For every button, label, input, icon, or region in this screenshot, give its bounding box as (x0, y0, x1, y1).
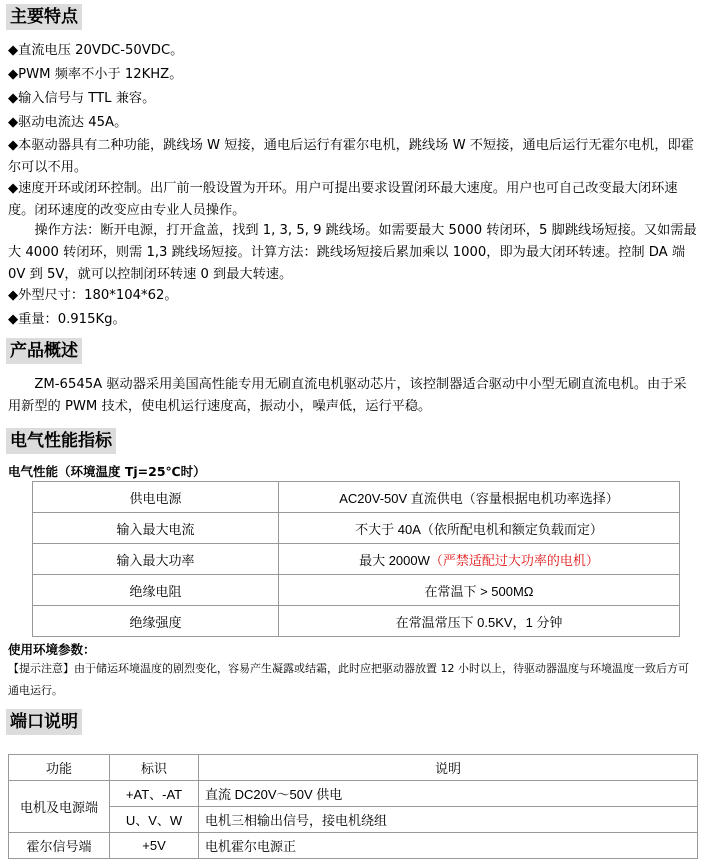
port-id: +AT、-AT (110, 781, 199, 807)
spec-value: 在常温下 > 500MΩ (279, 575, 680, 606)
spec-param: 输入最大电流 (33, 513, 279, 544)
feature-speed-control: ◆速度开环或闭环控制。出厂前一般设置为开环。用户可提出要求设置闭环最大速度。用户也可自己改变最大闭环速度。闭环速度的改变应由专业人员操作。 (8, 181, 678, 218)
table-row (33, 482, 680, 513)
ports-title: 端口说明 (6, 709, 82, 735)
overview-text: ZM-6545A 驱动器采用美国高性能专用无刷直流电机驱动芯片，该控制器适合驱动中小型无刷直流电机。由于采用新型的 PWM 技术，使电机运行速度高，振动小，噪声低，运行平稳。 (8, 377, 687, 414)
table-row (9, 781, 698, 807)
port-header: 功能 (9, 755, 110, 781)
spec-value: AC20V-50V 直流供电（容量根据电机功率选择） (279, 482, 680, 513)
port-function: 霍尔信号端 (9, 833, 110, 859)
feature-dimensions: ◆外型尺寸：180*104*62。 (8, 288, 178, 303)
port-function: 电机及电源端 (9, 781, 110, 833)
spec-param: 供电电源 (33, 482, 279, 513)
electrical-spec-table (32, 481, 680, 637)
port-desc: 电机三相输出信号，接电机绕组 (199, 807, 698, 833)
overview-title: 产品概述 (6, 338, 82, 364)
spec-param: 绝缘电阻 (33, 575, 279, 606)
table-row (9, 807, 698, 833)
electrical-subtitle: 电气性能（环境温度 Tj=25℃时） (8, 464, 206, 479)
feature-hall-mode: ◆本驱动器具有二种功能，跳线场 W 短接，通电后运行有霍尔电机，跳线场 W 不短接，通电后运行无霍尔电机，即霍尔可以不用。 (8, 138, 694, 175)
port-header: 说明 (199, 755, 698, 781)
feature-voltage: ◆直流电压 20VDC-50VDC。 (8, 43, 184, 58)
feature-pwm: ◆PWM 频率不小于 12KHZ。 (8, 67, 183, 82)
feature-weight: ◆重量：0.915Kg。 (8, 312, 126, 327)
electrical-title: 电气性能指标 (6, 428, 116, 454)
port-desc: 直流 DC20V～50V 供电 (199, 781, 698, 807)
feature-ttl: ◆输入信号与 TTL 兼容。 (8, 91, 156, 106)
table-row (9, 833, 698, 859)
table-row (33, 575, 680, 606)
port-id: +5V (110, 833, 199, 859)
spec-value: 最大 2000W（严禁适配过大功率的电机） (279, 544, 680, 575)
feature-current: ◆驱动电流达 45A。 (8, 115, 128, 130)
feature-operation-method: 操作方法：断开电源，打开盒盖，找到 1, 3, 5, 9 跳线场。如需要最大 5000 转闭环，5 脚跳线场短接。又如需最大 4000 转闭环，则需 1,3 跳线场短接。计算方法：跳线场短接后累加乘以 1000，即为最大闭环转速。控制 DA 端 0V 到 5V，就可以控制闭环转速 0 到最大转速。 (8, 223, 697, 282)
env-title: 使用环境参数： (8, 642, 96, 657)
env-note: 【提示注意】由于储运环境温度的剧烈变化，容易产生凝露或结霜，此时应把驱动器放置 12 小时以上，待驱动器温度与环境温度一致后方可通电运行。 (8, 662, 689, 697)
table-row (9, 755, 698, 781)
port-header: 标识 (110, 755, 199, 781)
power-warning: （严禁适配过大功率的电机） (429, 552, 599, 568)
spec-value: 不大于 40A（依所配电机和额定负载而定） (279, 513, 680, 544)
port-id: U、V、W (110, 807, 199, 833)
ports-table (8, 754, 698, 859)
spec-param: 输入最大功率 (33, 544, 279, 575)
table-row (33, 513, 680, 544)
spec-value: 在常温常压下 0.5KV，1 分钟 (279, 606, 680, 637)
table-row (33, 544, 680, 575)
table-row (33, 606, 680, 637)
features-title: 主要特点 (6, 4, 82, 30)
spec-param: 绝缘强度 (33, 606, 279, 637)
port-desc: 电机霍尔电源正 (199, 833, 698, 859)
